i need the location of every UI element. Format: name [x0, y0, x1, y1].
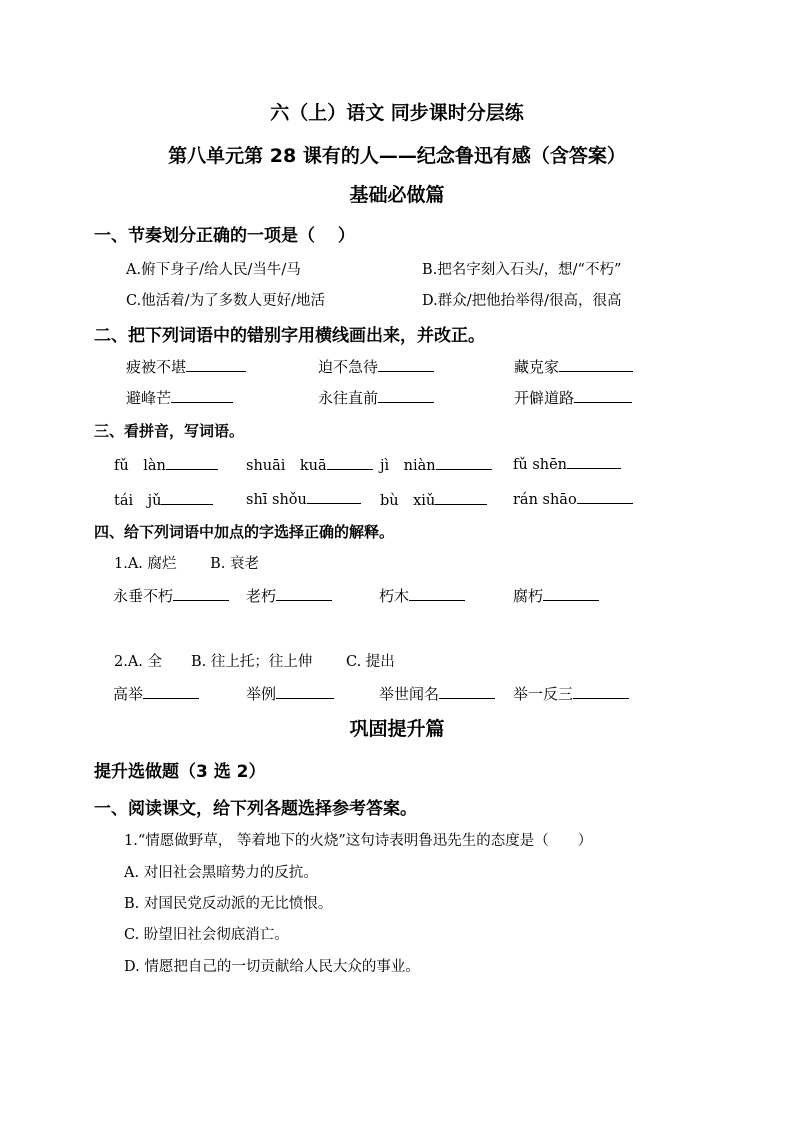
q1-option-b: B.把名字刻入石头/，想/“不朽” [422, 262, 622, 278]
answer-blank[interactable] [166, 455, 218, 470]
q4-word: 举世闻名 [379, 685, 440, 703]
answer-blank[interactable] [567, 454, 621, 469]
pinyin-text: shī shǒu [246, 492, 307, 508]
answer-blank[interactable] [276, 586, 332, 601]
q2-word: 开僻道路 [514, 389, 575, 407]
q3-heading: 三、看拼音，写词语。 [94, 422, 245, 440]
advanced-q1-option-c: C. 盼望旧社会彻底消亡。 [124, 927, 289, 943]
answer-blank[interactable] [439, 684, 495, 699]
answer-blank[interactable] [307, 489, 361, 504]
answer-blank[interactable] [543, 586, 599, 601]
q2-word: 藏克家 [514, 358, 560, 376]
q4-word: 朽木 [379, 587, 410, 605]
answer-blank[interactable] [171, 388, 233, 403]
q1-heading: 一、节奏划分正确的一项是（ ） [94, 226, 355, 246]
answer-blank[interactable] [378, 388, 434, 403]
q4-item [246, 585, 332, 606]
q2-item [514, 387, 632, 408]
worksheet-title: 六（上）语文 同步课时分层练 [270, 102, 524, 124]
q4-word: 举一反三 [513, 685, 574, 703]
q1-option-a: A.俯下身子/给人民/当牛/马 [126, 262, 301, 278]
q4-word: 永垂不朽 [113, 587, 174, 605]
q4-group1-options: 1.A. 腐烂 B. 衰老 [114, 556, 260, 572]
q2-item [514, 356, 633, 377]
answer-blank[interactable] [276, 684, 334, 699]
q3-item [246, 454, 373, 475]
q1-option-c: C.他活着/为了多数人更好/地活 [126, 293, 325, 309]
answer-blank[interactable] [435, 490, 487, 505]
q4-item [379, 683, 495, 704]
q2-word: 疲被不堪 [126, 358, 187, 376]
q4-group2-options: 2.A. 全 B. 往上托；往上伸 C. 提出 [114, 654, 395, 670]
q4-heading: 四、给下列词语中加点的字选择正确的解释。 [94, 523, 395, 541]
q4-word: 举例 [246, 685, 277, 703]
answer-blank[interactable] [378, 357, 434, 372]
pinyin-text: jì niàn [380, 458, 436, 474]
q3-item [513, 489, 633, 508]
q3-item [246, 489, 361, 508]
q4-item [113, 683, 199, 704]
answer-blank[interactable] [574, 388, 632, 403]
q2-word: 永往直前 [318, 389, 379, 407]
advanced-q1-heading: 一、阅读课文，给下列各题选择参考答案。 [94, 799, 417, 819]
pinyin-text: tái jǔ [114, 493, 162, 509]
q4-item [513, 585, 599, 606]
answer-blank[interactable] [573, 684, 629, 699]
answer-blank[interactable] [409, 586, 465, 601]
q4-item [113, 585, 229, 606]
q3-item [114, 454, 218, 475]
q3-item [513, 454, 621, 473]
advanced-q1-option-b: B. 对国民党反动派的无比愤恨。 [124, 896, 333, 912]
q3-item [114, 489, 213, 510]
q2-item [126, 356, 246, 377]
q4-word: 腐朽 [513, 587, 544, 605]
advanced-q1-stem: 1.“情愿做野草， 等着地下的火烧”这句诗表明鲁迅先生的态度是（ ） [124, 833, 593, 849]
section-advanced-heading: 巩固提升篇 [349, 718, 445, 740]
q3-item [380, 454, 492, 475]
advanced-q1-option-a: A. 对旧社会黑暗势力的反抗。 [124, 865, 318, 881]
advanced-q1-option-d: D. 情愿把自己的一切贡献给人民大众的事业。 [124, 959, 420, 975]
answer-blank[interactable] [436, 455, 492, 470]
lesson-subtitle: 第八单元第 28 课有的人——纪念鲁迅有感（含答案） [168, 145, 626, 167]
pinyin-text: shuāi kuā [246, 458, 327, 474]
answer-blank[interactable] [327, 455, 373, 470]
answer-blank[interactable] [577, 489, 633, 504]
answer-blank[interactable] [173, 586, 229, 601]
q4-word: 老朽 [246, 587, 277, 605]
q2-word: 迫不急待 [318, 358, 379, 376]
q4-item [513, 683, 629, 704]
q4-item [379, 585, 465, 606]
q2-word: 避峰芒 [126, 389, 172, 407]
q4-word: 高举 [113, 685, 144, 703]
q2-item [126, 387, 233, 408]
q3-item [380, 489, 487, 510]
answer-blank[interactable] [143, 684, 199, 699]
q2-heading: 二、把下列词语中的错别字用横线画出来，并改正。 [94, 326, 485, 346]
answer-blank[interactable] [161, 490, 213, 505]
pinyin-text: fǔ shēn [513, 457, 568, 473]
q4-item [246, 683, 334, 704]
pinyin-text: rán shāo [513, 492, 577, 508]
q1-option-d: D.群众/把他抬举得/很高，很高 [422, 293, 622, 309]
advanced-label: 提升选做题（3 选 2） [94, 762, 266, 782]
section-basic-heading: 基础必做篇 [349, 184, 445, 206]
q2-item [318, 356, 434, 377]
pinyin-text: bù xiǔ [380, 493, 436, 509]
pinyin-text: fǔ làn [114, 458, 166, 474]
q2-item [318, 387, 434, 408]
answer-blank[interactable] [186, 357, 246, 372]
answer-blank[interactable] [559, 357, 633, 372]
